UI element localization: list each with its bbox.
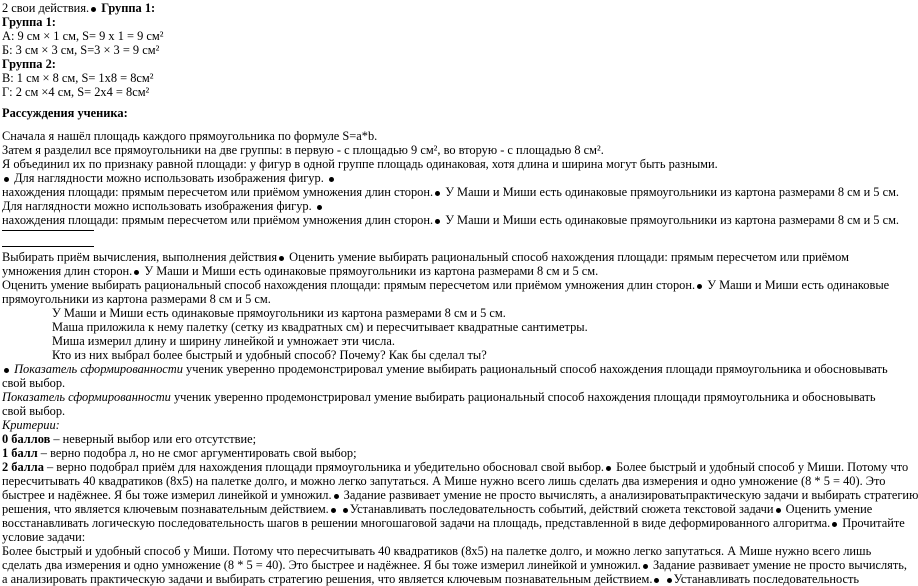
text-run: Маша приложила к нему палетку (сетку из квадратных см) и пересчитывает квадратные сантиметры. [52, 320, 588, 334]
text-line [52, 320, 588, 334]
bullet-icon [331, 508, 336, 513]
text-run: Задание развивает умение не просто вычислять, [649, 558, 908, 572]
text-line [2, 185, 899, 199]
text-run: У Маши и Миши есть одинаковые прямоугольники из картона размерами 8 см и 5 см. [442, 213, 900, 227]
bullet-icon [279, 256, 284, 261]
text-run: нахождения площади: прямым пересчетом или приёмом умножения длин сторон. [2, 185, 434, 199]
text-run: В: 1 см × 8 см, S= 1х8 = 8см² [2, 71, 154, 85]
text-line [2, 250, 849, 264]
bullet-icon [91, 7, 96, 12]
text-line [2, 213, 899, 227]
text-line [2, 530, 85, 544]
text-run: – верно подобра л, но не смог аргументировать свой выбор; [37, 446, 357, 460]
bullet-icon [832, 522, 837, 527]
text-line [2, 106, 128, 120]
text-line [52, 306, 506, 320]
text-line [2, 71, 153, 85]
bullet-icon [776, 508, 781, 513]
text-line [2, 488, 918, 502]
text-line [2, 264, 598, 278]
text-run: – верно подобрал приём для нахождения площади прямоугольника и убедительно обосновал свой выбор. [43, 460, 604, 474]
text-run: Показатель сформированности [2, 390, 171, 404]
text-run: Устанавливать последовательность событий, действий сюжета текстовой задачи [349, 502, 774, 516]
text-line [2, 558, 907, 572]
text-run: – неверный выбор или его отсутствие; [50, 432, 257, 446]
bullet-icon [606, 466, 611, 471]
text-run: а анализировать практическую задачи и выбирать стратегию решения, что является ключевым познавательным действием. [2, 572, 653, 586]
text-run: условие задачи: [2, 530, 86, 544]
text-run: А: 9 см × 1 см, S= 9 х 1 = 9 см² [2, 29, 164, 43]
text-run: У Маши и Миши есть одинаковые прямоугольники из картона размерами 8 см и 5 см. [52, 306, 506, 320]
bullet-icon [317, 205, 322, 210]
text-run: 2 свои действия. [2, 1, 90, 15]
text-run: свой выбор. [2, 404, 66, 418]
text-run: Оценить умение выбирать рациональный способ нахождения площади: прямым пересчетом или приёмом умножения длин сторон. [2, 278, 696, 292]
text-line [2, 572, 859, 586]
text-run: Для наглядности можно использовать изображения фигур. [2, 199, 315, 213]
text-run: быстрее и надёжнее. Я бы тоже измерил линейкой и умножил. [2, 488, 332, 502]
text-run: Устанавливать последовательность [673, 572, 860, 586]
text-run: Прочитайте [839, 516, 905, 530]
text-line [2, 143, 604, 157]
text-run: прямоугольники из картона размерами 8 см и 5 см. [2, 292, 271, 306]
bullet-icon [697, 284, 702, 289]
text-line [2, 432, 256, 446]
text-line [2, 544, 871, 558]
text-run: У Маши и Миши есть одинаковые [704, 278, 890, 292]
text-line [2, 278, 889, 292]
text-run: 0 баллов [2, 432, 51, 446]
text-line [2, 474, 885, 488]
text-run [324, 171, 327, 185]
text-run: нахождения площади: прямым пересчетом или приёмом умножения длин сторон. [2, 213, 434, 227]
text-run: ученик уверенно продемонстрировал умение выбирать рациональный способ нахождения площади прямоугольника и обосновывать [170, 390, 876, 404]
text-line [2, 292, 271, 306]
footnote-separator [2, 246, 94, 247]
text-line [2, 362, 888, 376]
text-run: Б: 3 см × 3 см, S=3 × 3 = 9 см² [2, 43, 160, 57]
text-line [2, 376, 65, 390]
bullet-icon [654, 578, 659, 583]
bullet-icon [435, 191, 440, 196]
text-run: 2 балла [2, 460, 44, 474]
bullet-icon [4, 368, 9, 373]
text-line [2, 446, 357, 460]
text-run: Задание развивает умение не просто вычислять, а анализироватьпрактическую задачи и выбирать стратегию [340, 488, 918, 502]
text-line [2, 460, 908, 474]
text-run [338, 502, 341, 516]
text-run: пересчитывать 40 квадратиков (8х5) на палетке долго, и можно легко запутаться. А Мише нужно всего лишь сделать два измерения и одно умножение (8 * 5 = 40). Это [2, 474, 886, 488]
text-line [2, 29, 163, 43]
text-run: Показатель сформированности [11, 362, 183, 376]
text-line [2, 129, 377, 143]
text-line [2, 516, 905, 530]
text-run: Оценить умение выбирать рациональный способ нахождения площади: прямым пересчетом или приёмом [286, 250, 849, 264]
footnote-separator [2, 230, 94, 231]
bullet-icon [4, 177, 9, 182]
bullet-icon [343, 508, 348, 513]
text-line [52, 334, 395, 348]
text-line [2, 404, 65, 418]
text-run: Выбирать приём вычисления, выполнения действия [2, 250, 278, 264]
text-run: Критерии: [2, 418, 60, 432]
text-run: Группа 1: [98, 1, 156, 15]
text-line [2, 418, 60, 432]
bullet-icon [329, 177, 334, 182]
text-run: Затем я разделил все прямоугольники на две группы: в первую - с площадью 9 см², во вторую - с площадью 8 см². [2, 143, 604, 157]
text-run [661, 572, 664, 586]
text-line [2, 390, 876, 404]
text-line [2, 199, 324, 213]
text-line [2, 1, 155, 15]
text-run: восстанавливать логическую последовательность шагов в решении многошаговой задачи на площадь, представленной в виде деформированного алгоритма. [2, 516, 831, 530]
text-run: Для наглядности можно использовать изображения фигур. [11, 171, 324, 185]
bullet-icon [435, 219, 440, 224]
text-run: сделать два измерения и одно умножение (8 * 5 = 40). Это быстрее и надёжнее. Я бы тоже измерил линейкой и умножил. [2, 558, 641, 572]
text-run: умножения длин сторон. [2, 264, 133, 278]
text-run: ученик уверенно продемонстрировал умение выбирать рациональный способ нахождения площади прямоугольника и обосновывать [182, 362, 888, 376]
text-run: У Маши и Миши есть одинаковые прямоугольники из картона размерами 8 см и 5 см. [141, 264, 599, 278]
text-run: Более быстрый и удобный способ у Миши. Потому что [613, 460, 909, 474]
text-run: Более быстрый и удобный способ у Миши. Потому что пересчитывать 40 квадратиков (8х5) на палетке долго, и можно легко запутаться. А Мише нужно всего лишь [2, 544, 872, 558]
text-line [2, 502, 872, 516]
text-run: У Маши и Миши есть одинаковые прямоугольники из картона размерами 8 см и 5 см. [442, 185, 900, 199]
text-run: Рассуждения ученика: [2, 106, 128, 120]
text-run: 1 балл [2, 446, 38, 460]
text-line [2, 15, 56, 29]
bullet-icon [667, 578, 672, 583]
text-run: свой выбор. [2, 376, 66, 390]
text-line [2, 171, 336, 185]
text-line [2, 85, 149, 99]
text-run: Миша измерил длину и ширину линейкой и умножает эти числа. [52, 334, 395, 348]
text-line [52, 348, 487, 362]
text-run: Сначала я нашёл площадь каждого прямоугольника по формуле S=a*b. [2, 129, 378, 143]
text-run: Группа 1: [2, 15, 56, 29]
bullet-icon [643, 564, 648, 569]
text-run: Кто из них выбрал более быстрый и удобный способ? Почему? Как бы сделал ты? [52, 348, 487, 362]
text-run: Группа 2: [2, 57, 56, 71]
text-line [2, 157, 718, 171]
text-run: Я объединил их по признаку равной площади: у фигур в одной группе площадь одинаковая, хотя длина и ширина могут быть разными. [2, 157, 718, 171]
text-run: Г: 2 см ×4 см, S= 2х4 = 8см² [2, 85, 150, 99]
bullet-icon [334, 494, 339, 499]
text-line [2, 43, 159, 57]
text-run: решения, что является ключевым познавательным действием. [2, 502, 329, 516]
bullet-icon [134, 270, 139, 275]
text-line [2, 57, 56, 71]
text-run: Оценить умение [782, 502, 873, 516]
